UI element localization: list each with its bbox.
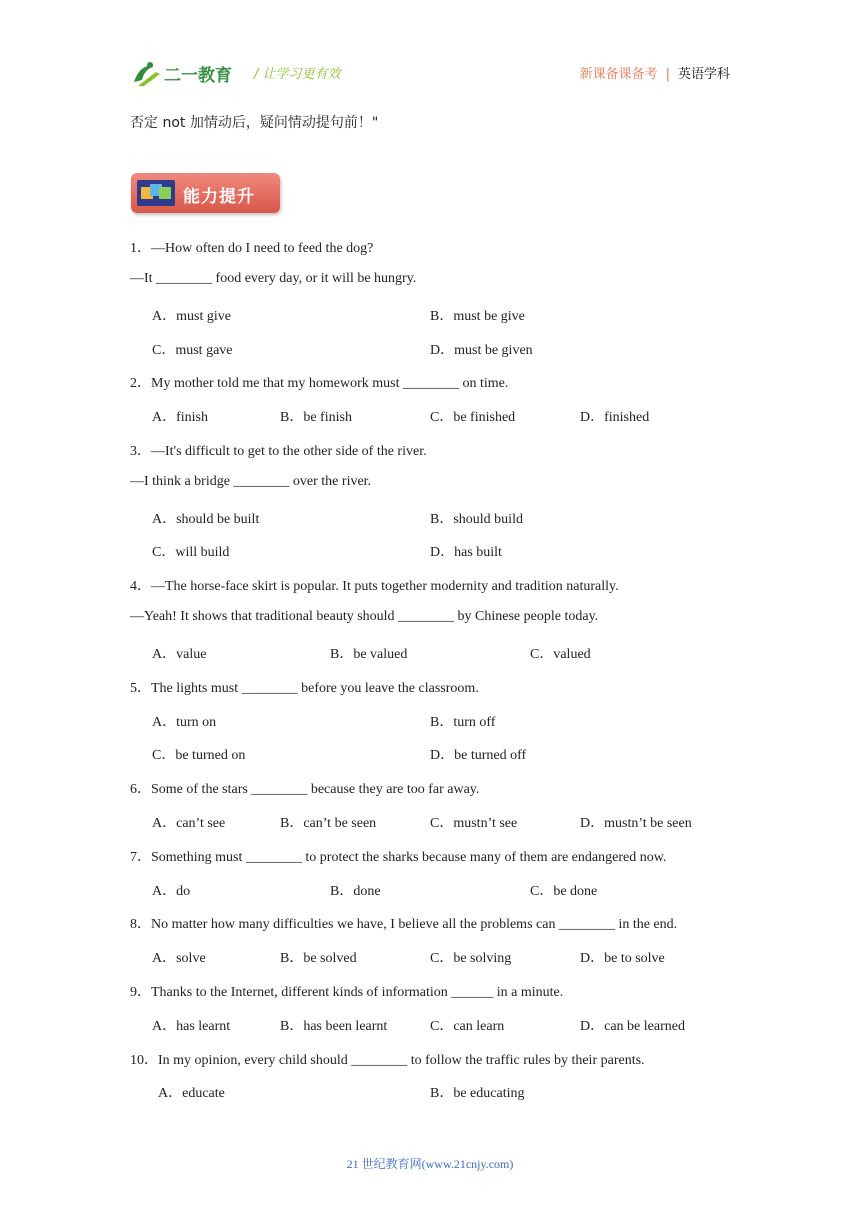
q9-option-a: A．has learnt [152, 1019, 231, 1034]
q4-option-c: C．valued [530, 647, 591, 662]
question-8-stem: 8．No matter how many difficulties we have, I believe all the problems can ________ in the end. [130, 917, 678, 932]
q1-option-a: A．must give [152, 309, 231, 324]
q9-option-c: C．can learn [430, 1019, 505, 1034]
question-4-stem-line-2: —Yeah! It shows that traditional beauty should ________ by Chinese people today. [130, 609, 599, 624]
logo-text: 二一教育 [164, 66, 232, 86]
question-3-stem-line-2: —I think a bridge ________ over the river. [130, 474, 372, 489]
q7-option-c: C．be done [530, 884, 598, 899]
question-5-stem: 5．The lights must ________ before you leave the classroom. [130, 681, 479, 696]
question-3-stem: 3．—It's difficult to get to the other side of the river. [130, 444, 427, 459]
question-6-stem: 6．Some of the stars ________ because they are too far away. [130, 782, 480, 797]
q9-option-b: B．has been learnt [280, 1019, 388, 1034]
q9-option-d: D．can be learned [580, 1019, 685, 1034]
q5-option-a: A．turn on [152, 715, 217, 730]
section-title: 能力提升 [183, 187, 255, 207]
question-9-stem: 9．Thanks to the Internet, different kinds of information ______ in a minute. [130, 985, 564, 1000]
q6-option-a: A．can’t see [152, 816, 226, 831]
q6-option-c: C．mustn’t see [430, 816, 518, 831]
subject-name: 英语学科 [677, 67, 730, 82]
q8-option-d: D．be to solve [580, 951, 665, 966]
question-2-stem: 2．My mother told me that my homework must ________ on time. [130, 376, 509, 391]
q8-option-c: C．be solving [430, 951, 512, 966]
q8-option-a: A．solve [152, 951, 206, 966]
question-4-stem: 4．—The horse-face skirt is popular. It puts together modernity and tradition naturally. [130, 579, 619, 594]
header-divider: | [665, 67, 670, 82]
q3-option-c: C．will build [152, 545, 230, 560]
section-badge [131, 173, 280, 213]
question-7-stem: 7．Something must ________ to protect the sharks because many of them are endangered now. [130, 850, 667, 865]
page-header [130, 56, 730, 90]
q6-option-b: B．can’t be seen [280, 816, 377, 831]
q6-option-d: D．mustn’t be seen [580, 816, 692, 831]
q7-option-b: B．done [330, 884, 381, 899]
people-icon [137, 180, 175, 206]
q10-option-b: B．be educating [430, 1086, 525, 1101]
subject-label [580, 63, 730, 82]
question-1-stem: 1．—How often do I need to feed the dog? [130, 241, 374, 256]
question-1-stem-line-2: —It ________ food every day, or it will be hungry. [130, 271, 417, 286]
q1-option-d: D．must be given [430, 343, 533, 358]
q2-option-d: D．finished [580, 410, 650, 425]
q7-option-a: A．do [152, 884, 191, 899]
q3-option-d: D．has built [430, 545, 502, 560]
q2-option-c: C．be finished [430, 410, 516, 425]
slogan: / 让学习更有效 [254, 67, 341, 82]
q3-option-a: A．should be built [152, 512, 260, 527]
q2-option-b: B．be finish [280, 410, 352, 425]
q4-option-b: B．be valued [330, 647, 408, 662]
course-label: 新课备课备考 [579, 67, 658, 82]
intro-text: 否定 not 加情动后，疑问情动提句前！" [130, 115, 379, 131]
q8-option-b: B．be solved [280, 951, 357, 966]
question-10-stem: 10．In my opinion, every child should ________ to follow the traffic rules by their parents. [130, 1053, 645, 1068]
q1-option-c: C．must gave [152, 343, 233, 358]
q1-option-b: B．must be give [430, 309, 525, 324]
logo-icon [130, 56, 246, 90]
q4-option-a: A．value [152, 647, 207, 662]
q2-option-a: A．finish [152, 410, 208, 425]
q5-option-c: C．be turned on [152, 748, 246, 763]
page-footer: 21 世纪教育网(www.21cnjy.com) [346, 1157, 514, 1171]
q5-option-b: B．turn off [430, 715, 496, 730]
q10-option-a: A．educate [158, 1086, 225, 1101]
q3-option-b: B．should build [430, 512, 523, 527]
q5-option-d: D．be turned off [430, 748, 527, 763]
